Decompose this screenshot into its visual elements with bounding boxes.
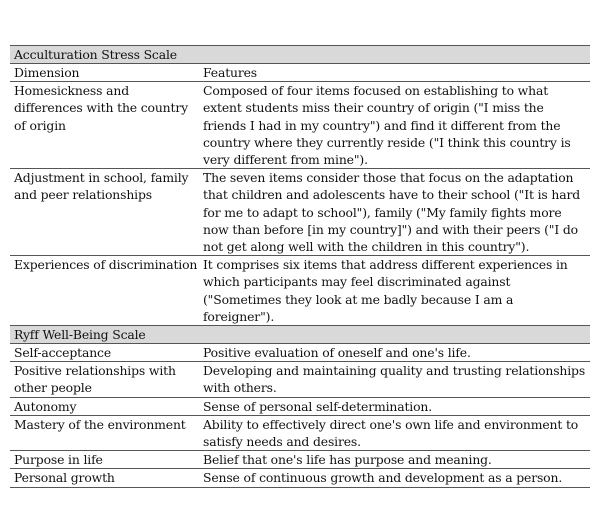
features-cell: The seven items consider those that focus on the adaptation that children and adolescents have to their school ("It is hard for me to adapt to school"), family ("My family fights more now than before [in my country]") and with their peers ("I do not get along well with the children in this country"). bbox=[203, 170, 581, 255]
dimension-cell: Mastery of the environment bbox=[14, 416, 186, 432]
features-cell: Positive evaluation of oneself and one's life. bbox=[203, 345, 471, 361]
features-cell: Composed of four items focused on establishing to what extent students miss their country of origin ("I miss the friends I had in my country") and find it different from the country where they currently reside ("I think this country is very different from mine"). bbox=[203, 83, 571, 168]
dimension-cell: Homesickness and differences with the country of origin bbox=[14, 83, 188, 133]
table-row bbox=[10, 398, 590, 416]
features-cell: It comprises six items that address different experiences in which participants may feel discriminated against ("Sometimes they look at me badly because I am a foreigner"). bbox=[203, 257, 568, 324]
table-header-row bbox=[10, 64, 590, 82]
features-cell: Belief that one's life has purpose and meaning. bbox=[203, 452, 492, 468]
table-row bbox=[10, 469, 590, 487]
features-cell: Sense of continuous growth and development as a person. bbox=[203, 470, 563, 486]
dimension-cell: Experiences of discrimination bbox=[14, 257, 198, 273]
scales-table bbox=[10, 45, 590, 488]
table-row bbox=[10, 256, 590, 325]
table-row bbox=[10, 451, 590, 469]
features-cell: Ability to effectively direct one's own life and environment to satisfy needs and desires. bbox=[203, 416, 579, 450]
table-row bbox=[10, 82, 590, 169]
table-row bbox=[10, 169, 590, 256]
dimension-cell: Adjustment in school, family and peer relationships bbox=[14, 170, 189, 203]
header-dimension: Dimension bbox=[14, 65, 80, 80]
features-cell: Sense of personal self-determination. bbox=[203, 398, 433, 414]
dimension-cell: Purpose in life bbox=[14, 452, 103, 468]
dimension-cell: Autonomy bbox=[14, 398, 77, 414]
section-title-ryff: Ryff Well-Being Scale bbox=[10, 325, 590, 344]
dimension-cell: Personal growth bbox=[14, 470, 115, 486]
dimension-cell: Positive relationships with other people bbox=[14, 363, 176, 396]
header-features: Features bbox=[203, 65, 258, 80]
table-row bbox=[10, 344, 590, 362]
table-row bbox=[10, 362, 590, 397]
features-cell: Developing and maintaining quality and trusting relationships with others. bbox=[203, 363, 586, 396]
dimension-cell: Self-acceptance bbox=[14, 345, 112, 361]
table-row bbox=[10, 416, 590, 451]
section-title-acculturation: Acculturation Stress Scale bbox=[10, 45, 590, 64]
